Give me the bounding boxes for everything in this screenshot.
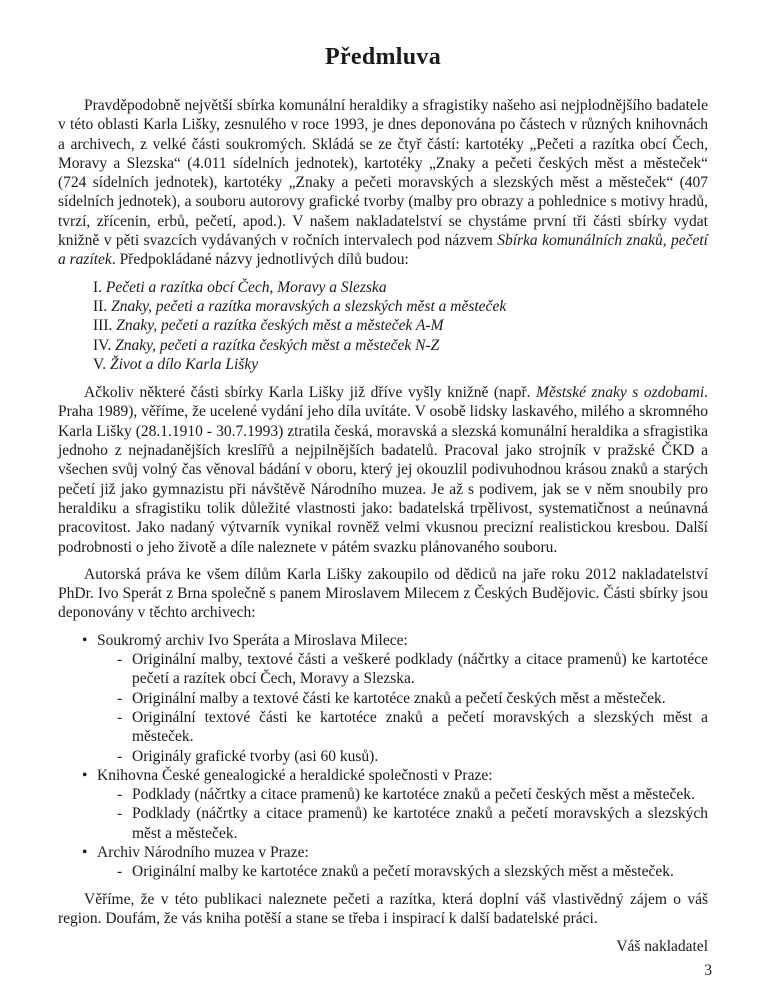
archive-item: [58, 650, 708, 689]
archive-item: [58, 785, 708, 804]
dash-icon: -: [117, 747, 123, 765]
archive-item: [58, 747, 708, 766]
dash-icon: -: [117, 651, 123, 669]
text-segment: Pravděpodobně největší sbírka komunální heraldiky a sfragistiky našeho asi nejplodnějšího badatele v této oblasti Karla Lišky, zesnulého v roce 1993, je dnes deponována po částech v různých knihovnách a archivech, z velké části soukromých. Skládá se ze čtyř částí: kartotéky „Pečeti a razítka obcí Čech, Moravy a Slezska“ (4.011 sídelních jednotek), kartotéky „Znaky a pečeti českých měst a městeček“ (724 sídelních jednotek), kartotéky „Znaky a pečeti moravských a slezských měst a městeček“ (407 sídelních jednotek), a souboru autorovy grafické tvorby (malby pro obrazy a pohlednice s motivy hradů, tvrzí, zřícenin, erbů, pečetí, apod.). V našem nakladatelství se chystáme první tři části sbírky vydat knižně v pěti svazcích vydávaných v ročních intervalech pod názvem: [58, 97, 708, 250]
archive-item: [58, 804, 708, 843]
volume-list-item: [93, 278, 708, 297]
volume-list-item: [93, 316, 708, 335]
volume-title: Pečeti a razítka obcí Čech, Moravy a Slezska: [105, 278, 387, 296]
archive-item-text: Originální malby, textové části a veškeré podklady (náčrtky a citace pramenů) ke kartotéce pečetí a razítek obcí Čech, Moravy a Slezska.: [132, 651, 708, 688]
text-segment: Autorská práva ke všem dílům Karla Lišky zakoupilo od dědiců na jaře roku 2012 nakladatelství PhDr. Ivo Sperát z Brna společně s panem Miroslavem Milecem z Českých Budějovic. Části sbírky jsou deponovány v těchto archivech:: [58, 565, 708, 622]
volume-numeral: V.: [93, 355, 110, 373]
page-title: Předmluva: [324, 44, 442, 70]
text-segment: . Praha 1989), věříme, že ucelené vydání jeho díla uvítáte. V osobě lidsky laskavého, milého a skromného Karla Lišky (28.1.1910 - 30.7.1993) ztratila česká, moravská a slezská komunální heraldika a sfragistika jednoho z nejnadanějších kreslířů a nejpilnějších badatelů. Pracoval jako strojník v pražské ČKD a všechen svůj volný čas věnoval bádání v oboru, který jej okouzlil podivuhodnou krásou znaků a starých pečetí již jako gymnazistu při návštěvě Národního muzea. Je až s podivem, jak se v něm snoubily pro heraldiku a sfragistiku tolik důležité vlastnosti jako: badatelská trpělivost, systematičnost a neúnavná pracovitost. Jako nadaný výtvarník vynikal rovněž velmi vkusnou precizní realistickou kresbou. Další podrobnosti o jeho životě a díle naleznete v pátém svazku plánovaného souboru.: [58, 384, 709, 556]
archive-item-text: Originální malby a textové části ke kartotéce znaků a pečetí českých měst a městeček.: [132, 689, 666, 707]
dash-icon: -: [117, 863, 123, 881]
bullet-icon: •: [82, 631, 88, 649]
italic-text-segment: Městské znaky s ozdobami: [536, 384, 705, 402]
archive-name-text: Knihovna České genealogické a heraldické společnosti v Praze:: [97, 766, 493, 784]
volume-numeral: IV.: [93, 336, 116, 354]
archive-item-text: Podklady (náčrtky a citace pramenů) ke kartotéce znaků a pečetí moravských a slezských měst a městeček.: [132, 805, 708, 842]
dash-icon: -: [117, 689, 123, 707]
italic-text-segment: Sbírka komunálních znaků, pečetí a razítek: [58, 232, 708, 269]
archive-item-text: Originální textové části ke kartotéce znaků a pečetí moravských a slezských měst a městeček.: [132, 708, 708, 746]
volume-list-item: [93, 336, 708, 355]
volume-numeral: I.: [93, 278, 106, 296]
signature: Váš nakladatel: [616, 938, 708, 956]
archive-item: [58, 708, 708, 747]
archive-name: [58, 631, 708, 650]
volume-numeral: III.: [93, 317, 117, 335]
paragraph-closing: [58, 890, 708, 929]
dash-icon: -: [117, 786, 123, 804]
volume-title: Znaky, pečeti a razítka moravských a slezských měst a městeček: [111, 297, 507, 315]
dash-icon: -: [117, 708, 123, 726]
dash-icon: -: [117, 805, 123, 823]
archive-name-text: Archiv Národního muzea v Praze:: [97, 843, 309, 861]
archive-name-text: Soukromý archiv Ivo Speráta a Miroslava Milece:: [97, 631, 408, 649]
archive-list: [58, 631, 708, 882]
archive-name: [58, 843, 708, 862]
text-segment: . Předpokládané názvy jednotlivých dílů budou:: [111, 251, 409, 269]
volume-title: Život a dílo Karla Lišky: [109, 355, 259, 373]
volume-list-item: [93, 297, 708, 316]
text-segment: Ačkoliv některé části sbírky Karla Lišky již dříve vyšly knižně (např.: [84, 384, 537, 402]
page-content: [58, 42, 708, 956]
paragraph-rights: [58, 565, 708, 623]
bullet-icon: •: [82, 843, 88, 861]
page-number: 3: [704, 962, 712, 979]
bullet-icon: •: [82, 766, 88, 784]
volume-numeral: II.: [93, 297, 112, 315]
archive-name: [58, 766, 708, 785]
archive-item: [58, 689, 708, 708]
paragraph-biography: [58, 383, 708, 557]
paragraph-collection-intro: [58, 96, 708, 270]
archive-item: [58, 862, 708, 881]
archive-item-text: Podklady (náčrtky a citace pramenů) ke kartotéce znaků a pečetí českých měst a městeček.: [132, 786, 695, 804]
archive-item-text: Originální malby ke kartotéce znaků a pečetí moravských a slezských měst a městeček.: [132, 863, 674, 881]
archive-item-text: Originály grafické tvorby (asi 60 kusů).: [132, 747, 379, 765]
volume-list: [93, 278, 708, 374]
volume-list-item: [93, 355, 708, 374]
volume-title: Znaky, pečeti a razítka českých měst a městeček N-Z: [115, 336, 440, 354]
volume-title: Znaky, pečeti a razítka českých měst a městeček A-M: [116, 317, 444, 335]
text-segment: Věříme, že v této publikaci naleznete pečeti a razítka, která doplní váš vlastivědný zájem o váš region. Doufám, že vás kniha potěší a stane se třeba i inspirací k další badatelské práci.: [58, 890, 708, 927]
